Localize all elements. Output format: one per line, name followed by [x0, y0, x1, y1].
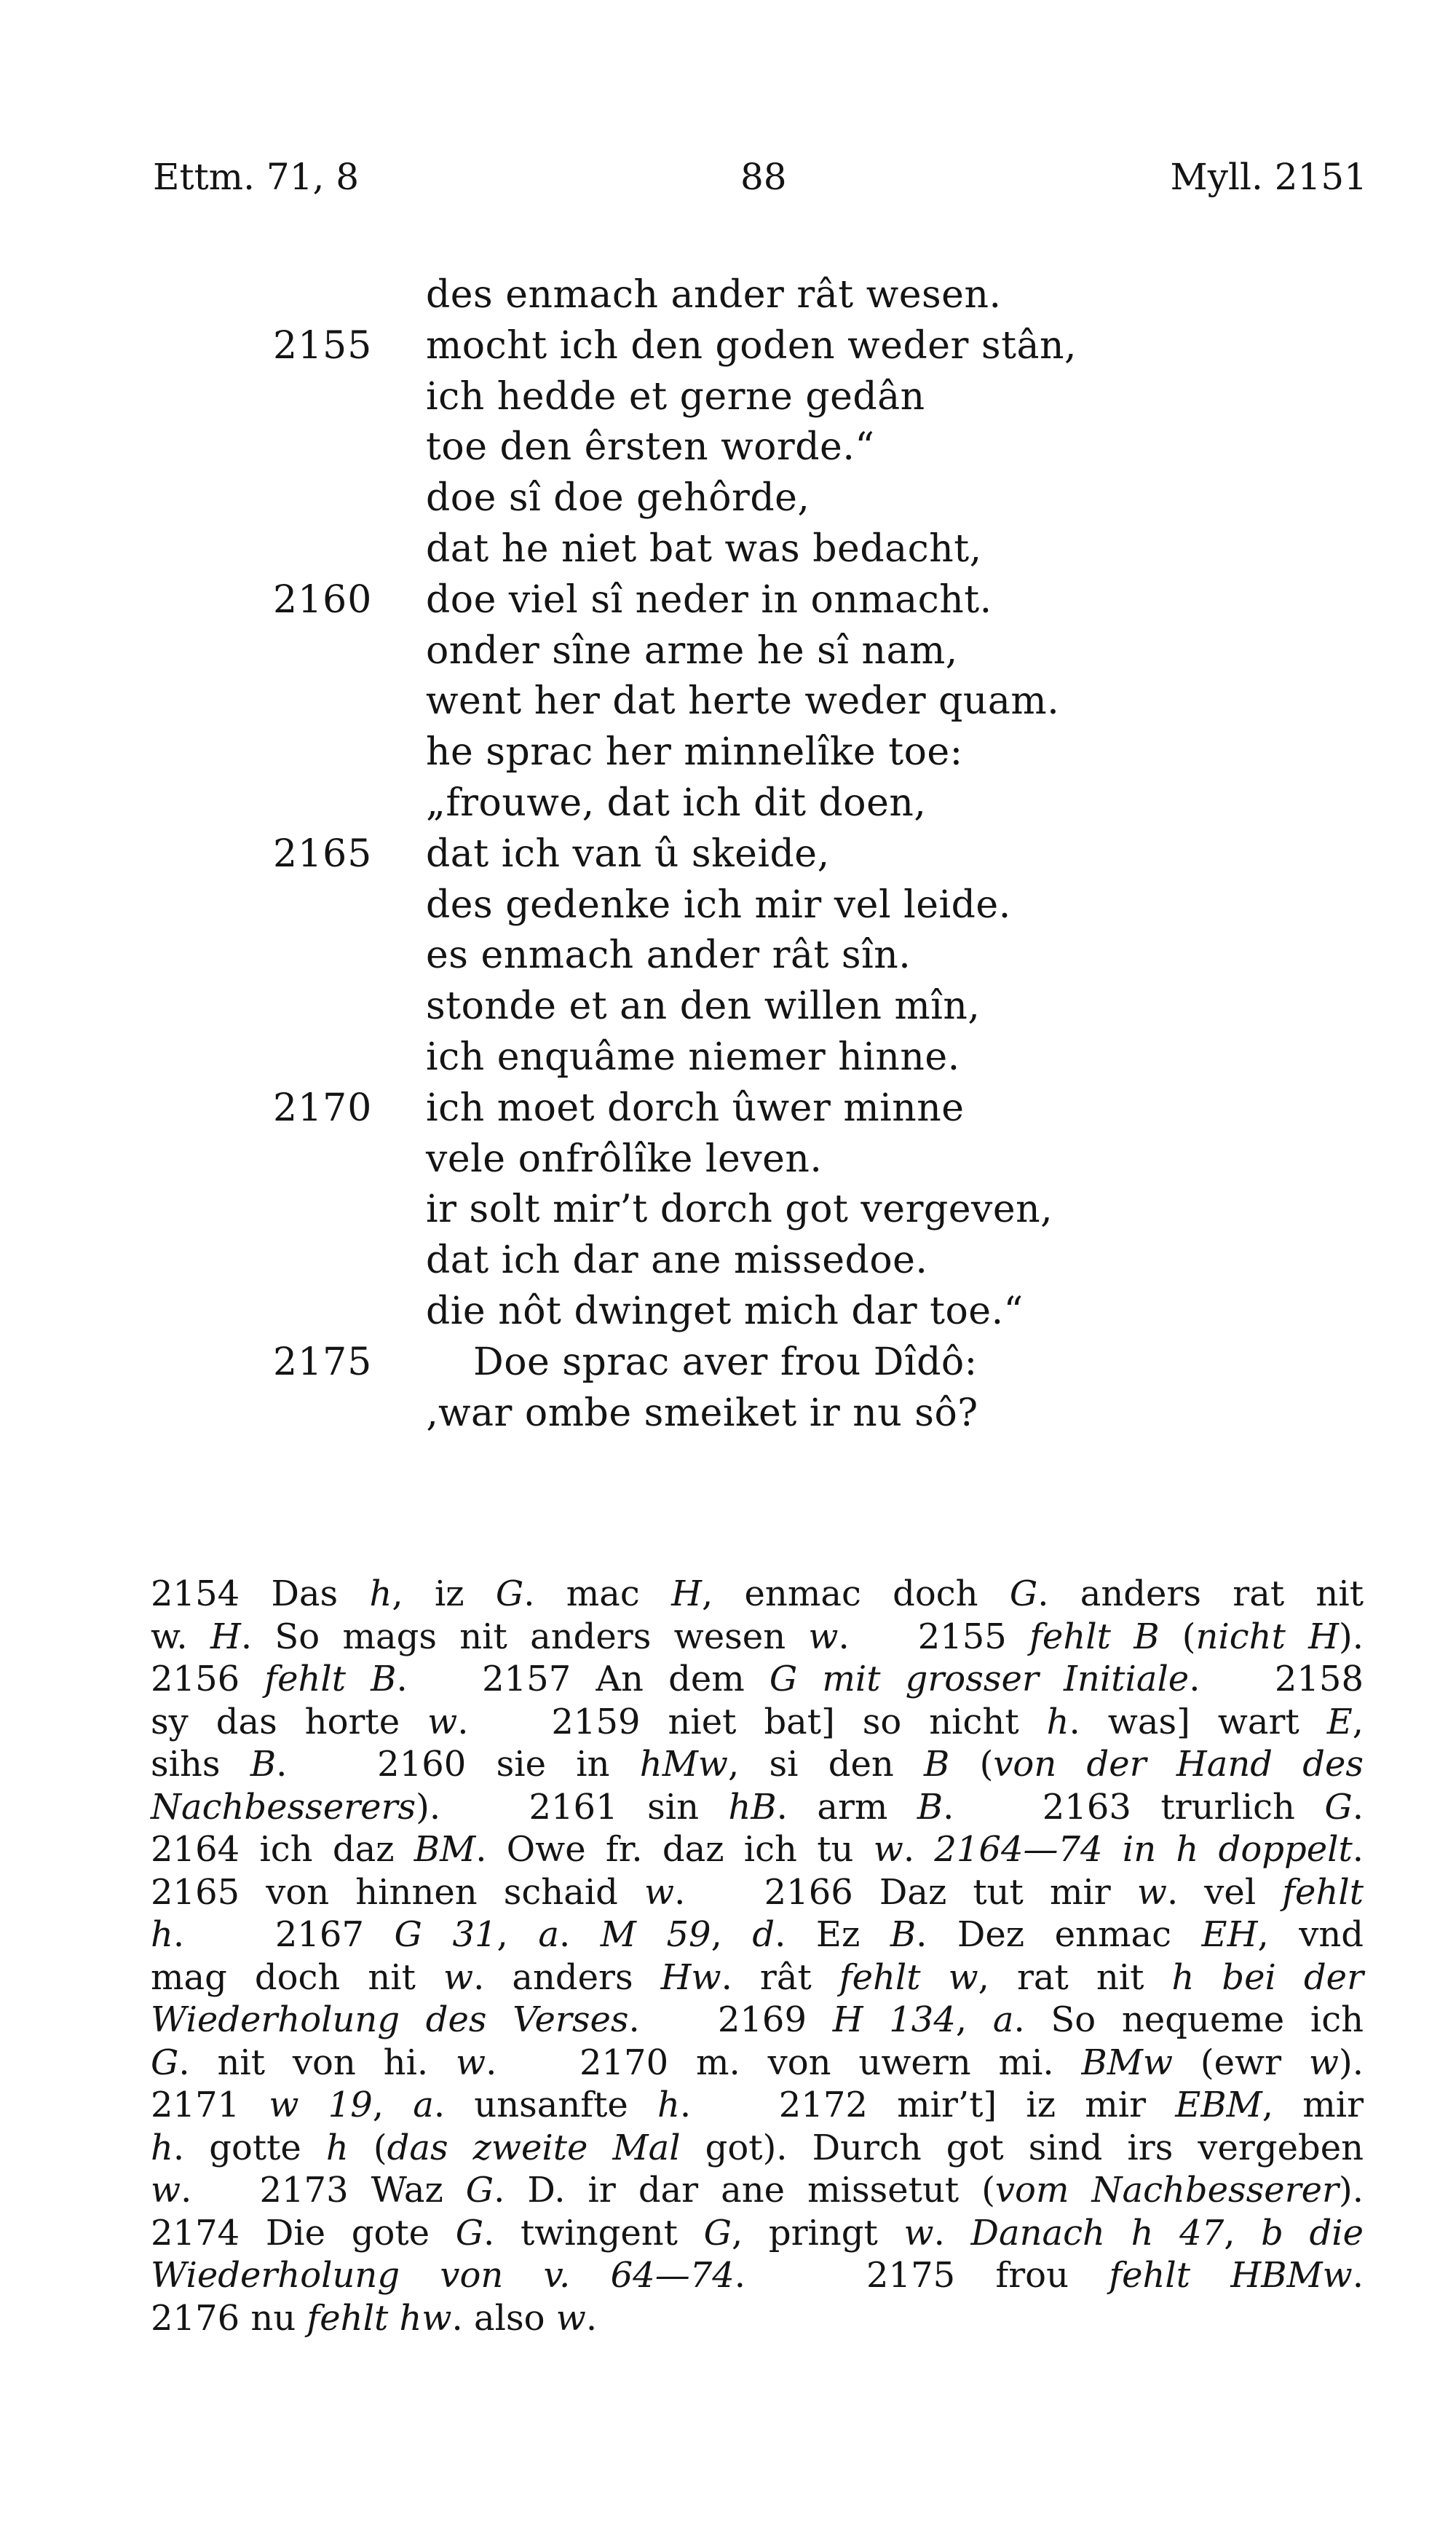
apparatus-italic-text: w — [1308, 2042, 1340, 2083]
apparatus-line — [151, 2084, 1364, 2127]
verse-number: 2155 — [273, 324, 373, 368]
apparatus-text: . — [585, 2297, 598, 2339]
apparatus-text: ( — [949, 1744, 994, 1785]
page-number: 88 — [740, 156, 787, 198]
apparatus-text: 2154 Das — [151, 1573, 370, 1614]
apparatus-text: . 2159 niet bat] so nicht — [457, 1701, 1047, 1742]
apparatus-text: . — [1352, 1829, 1364, 1870]
apparatus-italic-text: fehlt B — [264, 1659, 397, 1699]
apparatus-italic-text: h — [1046, 1701, 1069, 1742]
apparatus-text: 2156 — [151, 1659, 265, 1699]
apparatus-italic-text: fehlt HBMw — [1109, 2255, 1353, 2296]
verse-line: ich hedde et gerne gedân — [426, 375, 925, 419]
apparatus-text: . mac — [523, 1573, 672, 1614]
apparatus-italic-text: w 19 — [269, 2085, 373, 2125]
apparatus-text: . D. ir dar ane missetut ( — [494, 2170, 995, 2211]
critical-apparatus — [151, 1573, 1364, 2339]
apparatus-line — [151, 1956, 1364, 1999]
apparatus-text: , rat nit — [978, 1956, 1172, 1998]
apparatus-italic-text: a — [538, 1914, 559, 1955]
apparatus-italic-text: BM — [414, 1829, 476, 1870]
apparatus-italic-text: hB — [728, 1786, 777, 1828]
verse-number: 2165 — [273, 832, 373, 876]
apparatus-italic-text: G — [1324, 1786, 1353, 1828]
verse-line: des gedenke ich mir vel leide. — [426, 883, 1011, 927]
apparatus-text: . 2158 — [1189, 1659, 1364, 1699]
apparatus-italic-text: das zweite Mal — [387, 2127, 681, 2168]
apparatus-italic-text: B — [250, 1744, 277, 1785]
apparatus-italic-text: hMw — [639, 1744, 728, 1785]
apparatus-italic-text: B — [890, 1914, 917, 1955]
apparatus-italic-text: G — [455, 2212, 484, 2253]
apparatus-text: , si den — [727, 1744, 925, 1785]
apparatus-text: . 2169 — [628, 1999, 833, 2040]
apparatus-italic-text: b die — [1261, 2212, 1364, 2253]
apparatus-text: . 2173 Waz — [181, 2170, 466, 2211]
apparatus-italic-text: h — [151, 1914, 173, 1955]
apparatus-italic-text: 2164—74 in h doppelt — [934, 1829, 1353, 1870]
apparatus-italic-text: B — [924, 1744, 950, 1785]
apparatus-italic-text: w — [644, 1871, 675, 1913]
apparatus-text: . So mags nit anders wesen — [240, 1616, 809, 1657]
apparatus-text: , pringt — [731, 2212, 904, 2253]
apparatus-text: 2164 ich daz — [151, 1829, 414, 1870]
apparatus-text: , — [955, 1999, 993, 2040]
apparatus-text: ( — [1159, 1616, 1196, 1657]
apparatus-italic-text: w — [808, 1616, 839, 1657]
verse-line: des enmach ander rât wesen. — [426, 273, 1002, 317]
apparatus-italic-text: w — [456, 2042, 486, 2083]
verse-line: mocht ich den goden weder stân, — [426, 324, 1077, 368]
apparatus-line — [151, 1999, 1364, 2042]
apparatus-line — [151, 1701, 1364, 1744]
apparatus-text: . 2170 m. von uwern mi. — [486, 2042, 1082, 2083]
apparatus-italic-text: h bei der — [1171, 1956, 1364, 1998]
apparatus-italic-text: G — [703, 2212, 732, 2253]
apparatus-text: , — [496, 1914, 539, 1955]
verse-line: he sprac her minnelîke toe: — [426, 730, 963, 774]
apparatus-italic-text: a — [413, 2085, 434, 2125]
apparatus-italic-text: H — [671, 1573, 702, 1614]
apparatus-line — [151, 1828, 1364, 1871]
apparatus-italic-text: fehlt hw — [306, 2297, 452, 2339]
verse-line: dat he niet bat was bedacht, — [426, 527, 982, 571]
apparatus-text: . 2166 Daz tut mir — [674, 1871, 1137, 1913]
apparatus-italic-text: nicht H — [1195, 1616, 1340, 1657]
verse-line: toe den êrsten worde.“ — [426, 425, 875, 469]
apparatus-italic-text: w — [903, 2212, 934, 2253]
verse-line: vele onfrôlîke leven. — [426, 1137, 823, 1181]
apparatus-text: sy das horte — [151, 1701, 428, 1742]
verse-number: 2160 — [273, 578, 373, 622]
apparatus-line — [151, 1913, 1364, 1956]
apparatus-text: . 2172 mir’t] iz mir — [679, 2085, 1176, 2125]
apparatus-text: mag doch nit — [151, 1956, 443, 1998]
apparatus-italic-text: h — [151, 2127, 173, 2168]
verse-line: ich enquâme niemer hinne. — [426, 1035, 960, 1079]
apparatus-text: . rât — [721, 1956, 839, 1998]
apparatus-italic-text: a — [992, 1999, 1014, 2040]
verse-line: „frouwe, dat ich dit doen, — [426, 781, 927, 825]
verse-number: 2170 — [273, 1086, 373, 1130]
apparatus-text: . — [903, 1829, 935, 1870]
verse-line: die nôt dwinget mich dar toe.“ — [426, 1289, 1024, 1333]
apparatus-italic-text: EBM — [1175, 2085, 1262, 2125]
apparatus-line — [151, 1573, 1364, 1616]
verse-line: doe viel sî neder in onmacht. — [426, 578, 992, 622]
apparatus-text: . nit von hi. — [178, 2042, 456, 2083]
apparatus-text: . 2155 — [838, 1616, 1030, 1657]
apparatus-italic-text: Wiederholung des Verses — [151, 1999, 629, 2040]
apparatus-text: . 2157 An dem — [396, 1659, 769, 1699]
apparatus-italic-text: G — [151, 2042, 179, 2083]
apparatus-text: . anders rat nit — [1037, 1573, 1364, 1614]
apparatus-text: . vel — [1166, 1871, 1283, 1913]
apparatus-text: 2165 von hinnen schaid — [151, 1871, 644, 1913]
apparatus-text: ). — [1339, 2042, 1364, 2083]
apparatus-italic-text: Nachbesserers — [151, 1786, 416, 1828]
apparatus-text: . anders — [473, 1956, 661, 1998]
apparatus-italic-text: H — [210, 1616, 241, 1657]
apparatus-italic-text: h — [325, 2127, 349, 2168]
verse-line: dat ich dar ane missedoe. — [426, 1239, 928, 1282]
verse-line: onder sîne arme he sî nam, — [426, 629, 958, 673]
apparatus-italic-text: w — [1136, 1871, 1167, 1913]
apparatus-text: . — [558, 1914, 601, 1955]
apparatus-italic-text: h — [369, 1573, 392, 1614]
apparatus-italic-text: w — [427, 1701, 458, 1742]
apparatus-text: . — [1352, 2255, 1364, 2296]
apparatus-italic-text: G — [465, 2170, 494, 2211]
verse-line: Doe sprac aver frou Dîdô: — [473, 1340, 978, 1384]
apparatus-italic-text: G mit grosser Initiale — [769, 1659, 1190, 1699]
apparatus-text: ). — [1339, 1616, 1364, 1657]
apparatus-italic-text: Danach h 47 — [970, 2212, 1224, 2253]
apparatus-line — [151, 2127, 1364, 2170]
apparatus-line — [151, 2297, 1364, 2340]
apparatus-text: . arm — [776, 1786, 917, 1828]
apparatus-line — [151, 2212, 1364, 2255]
apparatus-italic-text: fehlt B — [1029, 1616, 1160, 1657]
apparatus-line — [151, 2042, 1364, 2085]
apparatus-italic-text: von der Hand des — [993, 1744, 1364, 1785]
apparatus-text: 2171 — [151, 2085, 269, 2125]
apparatus-italic-text: B — [917, 1786, 943, 1828]
apparatus-text: . unsanfte — [433, 2085, 657, 2125]
apparatus-text: (ewr — [1173, 2042, 1309, 2083]
apparatus-italic-text: BMw — [1081, 2042, 1174, 2083]
apparatus-text: , vnd — [1257, 1914, 1364, 1955]
verse-line: ‚war ombe smeiket ir nu sô? — [426, 1391, 978, 1435]
apparatus-text: . 2160 sie in — [276, 1744, 640, 1785]
apparatus-line — [151, 1786, 1364, 1829]
apparatus-text: . twingent — [483, 2212, 704, 2253]
running-head-left: Ettm. 71, 8 — [153, 156, 360, 198]
apparatus-italic-text: G — [495, 1573, 524, 1614]
apparatus-text: . Dez enmac — [916, 1914, 1202, 1955]
verse-line: went her dat herte weder quam. — [426, 679, 1060, 723]
apparatus-italic-text: Hw — [660, 1956, 721, 1998]
apparatus-text: , — [1352, 1701, 1364, 1742]
apparatus-italic-text: G 31 — [394, 1914, 497, 1955]
apparatus-text: . — [1352, 1786, 1364, 1828]
apparatus-line — [151, 1871, 1364, 1914]
apparatus-italic-text: fehlt — [1282, 1871, 1364, 1913]
apparatus-italic-text: h — [657, 2085, 680, 2125]
apparatus-text: 2176 nu — [151, 2297, 307, 2339]
apparatus-italic-text: Wiederholung von v. 64—74 — [151, 2255, 735, 2296]
apparatus-text: , — [711, 1914, 753, 1955]
verse-line: es enmach ander rât sîn. — [426, 933, 911, 977]
verse-line: doe sî doe gehôrde, — [426, 476, 810, 520]
apparatus-text: . was] wart — [1069, 1701, 1327, 1742]
apparatus-text: . 2163 trurlich — [943, 1786, 1325, 1828]
apparatus-line — [151, 1616, 1364, 1659]
apparatus-italic-text: M 59 — [600, 1914, 711, 1955]
apparatus-text: , — [372, 2085, 414, 2125]
apparatus-text: . 2167 — [173, 1914, 395, 1955]
apparatus-italic-text: w — [151, 2170, 181, 2211]
apparatus-text: . Owe fr. daz ich tu — [475, 1829, 874, 1870]
apparatus-italic-text: w — [443, 1956, 474, 1998]
apparatus-text: . gotte — [173, 2127, 326, 2168]
apparatus-italic-text: vom Nachbesserer — [994, 2170, 1340, 2211]
apparatus-text: , enmac doch — [701, 1573, 1010, 1614]
apparatus-text: ( — [348, 2127, 387, 2168]
apparatus-text: got). Durch got sind irs vergeben — [680, 2127, 1364, 2168]
running-head-right: Myll. 2151 — [1170, 156, 1367, 198]
apparatus-line — [151, 1743, 1364, 1786]
verse-line: ir solt mir’t dorch got vergeven, — [426, 1188, 1053, 1231]
apparatus-italic-text: H 134 — [832, 1999, 956, 2040]
apparatus-text: . Ez — [775, 1914, 890, 1955]
verse-line: ich moet dorch ûwer minne — [426, 1086, 965, 1130]
apparatus-text: , iz — [392, 1573, 496, 1614]
apparatus-line — [151, 2169, 1364, 2212]
apparatus-italic-text: w — [555, 2297, 586, 2339]
apparatus-italic-text: EH — [1201, 1914, 1258, 1955]
apparatus-italic-text: E — [1326, 1701, 1353, 1742]
apparatus-text: sihs — [151, 1744, 250, 1785]
verse-line: dat ich van û skeide, — [426, 832, 830, 876]
apparatus-text: ). 2161 sin — [416, 1786, 729, 1828]
apparatus-text: 2174 Die gote — [151, 2212, 456, 2253]
apparatus-text: , mir — [1262, 2085, 1364, 2125]
apparatus-line — [151, 2254, 1364, 2297]
apparatus-text: . 2175 frou — [734, 2255, 1109, 2296]
apparatus-text: . So nequeme ich — [1013, 1999, 1364, 2040]
apparatus-italic-text: d — [752, 1914, 775, 1955]
apparatus-text: . also — [451, 2297, 556, 2339]
apparatus-italic-text: fehlt w — [839, 1956, 978, 1998]
apparatus-italic-text: G — [1009, 1573, 1038, 1614]
verse-number: 2175 — [273, 1340, 373, 1384]
apparatus-line — [151, 1658, 1364, 1701]
apparatus-text: . — [933, 2212, 971, 2253]
apparatus-text: w. — [151, 1616, 210, 1657]
apparatus-text: , — [1224, 2212, 1262, 2253]
verse-line: stonde et an den willen mîn, — [426, 984, 981, 1028]
apparatus-italic-text: w — [873, 1829, 903, 1870]
apparatus-text: ). — [1339, 2170, 1364, 2211]
